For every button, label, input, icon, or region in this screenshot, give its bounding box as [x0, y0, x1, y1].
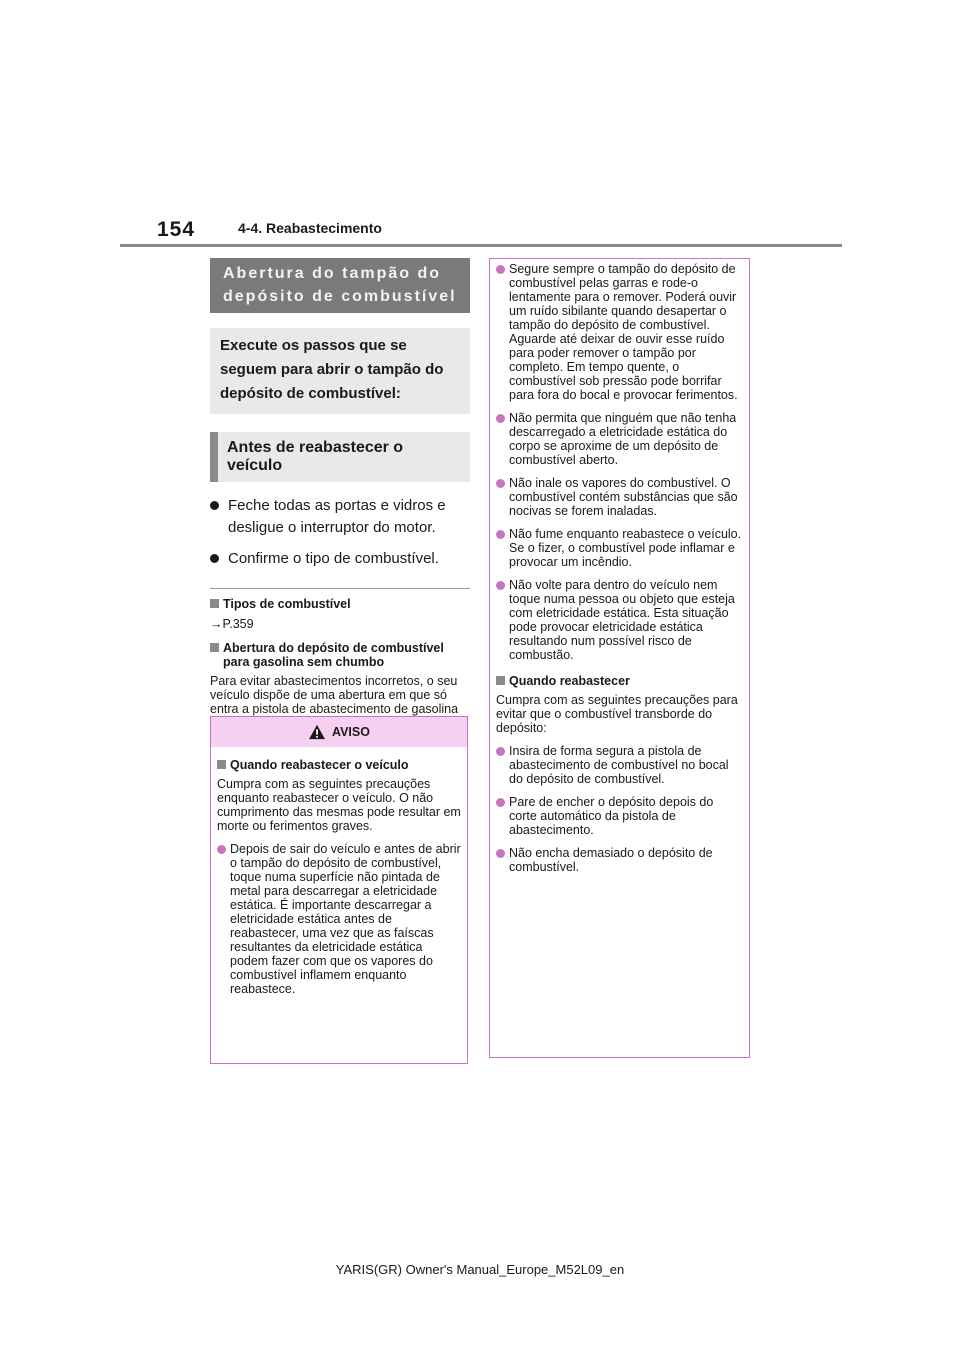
warning-intro: Cumpra com as seguintes precauções enquanto reabastecer o veículo. O não cumprimento das mesmas pode resultar em morte ou ferimentos graves.	[217, 777, 461, 833]
refuel-intro: Cumpra com as seguintes precauções para evitar que o combustível transborde do depósito:	[496, 693, 738, 735]
intro-box: Execute os passos que se seguem para abrir o tampão do depósito de combustível:	[210, 328, 470, 414]
warning-item: Pare de encher o depósito depois do corte automático da pistola de abastecimento.	[496, 795, 743, 837]
list-item: Confirme o tipo de combustível.	[210, 548, 470, 570]
warning-item: Não inale os vapores do combustível. O combustível contém substâncias que são nocivas se forem inaladas.	[496, 476, 743, 518]
fuel-types-heading: Tipos de combustível	[210, 597, 470, 611]
warning-item: Não fume enquanto reabastece o veículo. Se o fizer, o combustível pode inflamar e provocar um incêndio.	[496, 527, 743, 569]
header-divider	[120, 244, 842, 247]
warning-item: Não volte para dentro do veículo nem toque numa pessoa ou objeto que esteja com eletricidade estática. Esta situação pode provocar eletricidade estática resultando num possível risco de combustão.	[496, 578, 743, 662]
topic-banner: Abertura do tampão do depósito de combustível	[210, 258, 470, 313]
warning-item: Insira de forma segura a pistola de abastecimento de combustível no bocal do depósito de combustível.	[496, 744, 743, 786]
warning-title: AVISO	[332, 725, 370, 739]
page-reference-link[interactable]: →P.359	[210, 617, 254, 631]
list-item: Feche todas as portas e vidros e desligue o interruptor do motor.	[210, 495, 470, 539]
warning-item: Segure sempre o tampão do depósito de combustível pelas garras e rode-o lentamente para o remover. Poderá ouvir um ruído sibilante quando desapertar o tampão do depósito de combustível. Aguarde até deixar de ouvir esse ruído para poder remover o tampão por completo. Em tempo quente, o combustível sob pressão pode borrifar para fora do bocal e provocar ferimentos.	[496, 262, 743, 402]
warning-triangle-icon	[308, 724, 326, 740]
opening-paragraph: Para evitar abastecimentos incorretos, o seu veículo dispõe de uma abertura em que só entra a pistola de abastecimento de gasolina	[210, 674, 459, 716]
section-title: 4-4. Reabastecimento	[238, 220, 382, 236]
warning-item: Não encha demasiado o depósito de combustível.	[496, 846, 743, 874]
warning-box	[210, 716, 468, 1064]
opening-heading: Abertura do depósito de combustível para gasolina sem chumbo	[210, 641, 470, 669]
refuel-heading: Quando reabastecer	[496, 674, 743, 688]
page-number: 154	[157, 218, 196, 241]
warning-body	[211, 747, 467, 996]
warning-item: Depois de sair do veículo e antes de abrir o tampão do depósito de combustível, toque numa superfície não pintada de metal para descarregar a eletricidade estática. É importante descarregar a eletricidade estática antes de reabastecer, uma vez que as faíscas resultantes da eletricidade estática podem fazer com que os vapores do combustível inflamem enquanto reabastece.	[217, 842, 461, 996]
bullet-list	[210, 495, 470, 570]
warning-item: Não permita que ninguém que não tenha descarregado a eletricidade estática do corpo se aproxime de um depósito de combustível aberto.	[496, 411, 743, 467]
footer-text: YARIS(GR) Owner's Manual_Europe_M52L09_en	[335, 1262, 625, 1277]
warning-header	[211, 717, 467, 747]
divider	[210, 588, 470, 589]
warning-heading: Quando reabastecer o veículo	[217, 758, 461, 772]
warning-continued-box	[489, 258, 750, 1058]
subheading: Antes de reabastecer o veículo	[210, 432, 470, 482]
left-column	[210, 258, 470, 730]
